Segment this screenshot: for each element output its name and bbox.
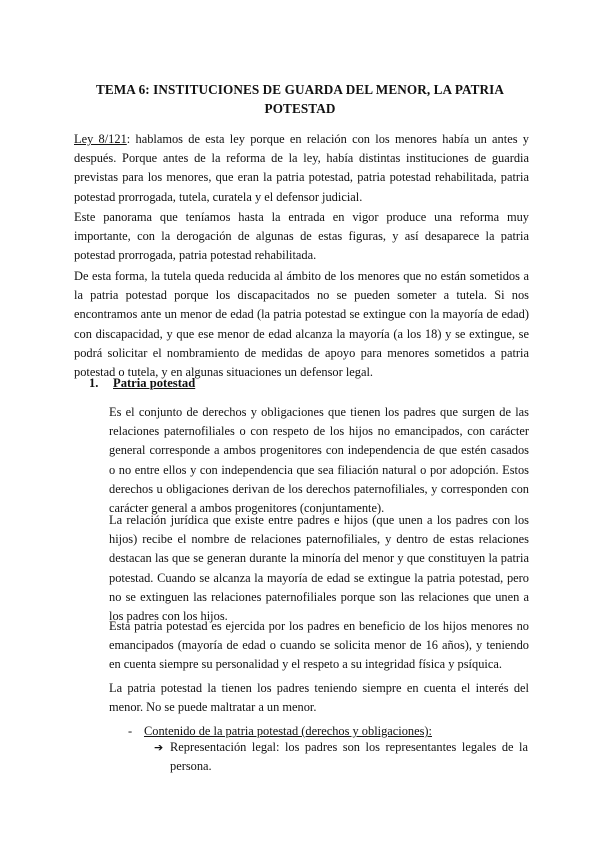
list-item-text: Representación legal: los padres son los representantes legales de la persona. xyxy=(170,740,528,773)
document-title: TEMA 6: INSTITUCIONES DE GUARDA DEL MENOR, LA PATRIA POTESTAD xyxy=(95,82,505,116)
intro-paragraph xyxy=(74,130,529,207)
section-1-title: Patria potestad xyxy=(113,376,196,390)
list-item xyxy=(154,738,528,776)
section-1-paragraph-3: Esta patria potestad es ejercida por los padres en beneficio de los hijos menores no emancipados (mayoría de edad o cuando se solicita menor de 16 años), y teniendo en cuenta siempre su personalidad y el respeto a su integridad física y psíquica. xyxy=(109,619,529,672)
section-1-paragraph-4: La patria potestad la tienen los padres teniendo siempre en cuenta el interés del menor. No se puede maltratar a un menor. xyxy=(109,681,529,715)
section-1-paragraph-1: Es el conjunto de derechos y obligaciones que tienen los padres que surgen de las relaciones paternofiliales o con respeto de los hijos no emancipados, con carácter general corresponde a ambos progenitores con independencia de que estén casados o no entre ellos y con independencia que sea filiación natural o por adopción. Estos derechos u obligaciones derivan de los derechos paternofiliales, y corresponden con carácter general a ambos progenitores (conjuntamente). xyxy=(109,405,529,516)
arrow-right-icon: ➔ xyxy=(154,741,164,754)
intro-text: : hablamos de esta ley porque en relación con los menores había un antes y después. Porque antes de la reforma de la ley, había distintas instituciones de guardia previstas para los menores, que eran la patria potestad, patria potestad rehabilitada, patria potestad prorrogada, tutela, curatela y el defensor judicial. xyxy=(74,132,529,204)
paragraph-2: Este panorama que teníamos hasta la entrada en vigor produce una reforma muy importante, con la derogación de algunas de estas figuras, y así desaparece la patria potestad prorrogada, patria potestad rehabilitada. xyxy=(74,210,529,263)
section-1-heading xyxy=(89,374,195,393)
law-reference: Ley 8/121 xyxy=(74,132,127,146)
dash-bullet: - xyxy=(128,724,133,738)
paragraph-3: De esta forma, la tutela queda reducida al ámbito de los menores que no están sometidos a la patria potestad porque los discapacitados no se pueden someter a tutela. Si nos encontramos ante un menor de edad (la patria potestad se extingue con la mayoría de edad) con discapacidad, y que ese menor de edad alcanza la mayoría (a los 18) y se extingue, se podrá solicitar el nombramiento de medidas de apoyo para menores sometidos a patria potestad o tutela, y en algunas situaciones un defensor legal. xyxy=(74,269,529,380)
section-1-paragraph-2: La relación jurídica que existe entre padres e hijos (que unen a los padres con los hijos) recibe el nombre de relaciones paternofiliales, y dentro de estas relaciones destacan las que se generan durante la minoría del menor y que constituyen la patria potestad. Cuando se alcanza la mayoría de edad se extingue la patria potestad, pero no se extinguen las relaciones paternofiliales porque son las relaciones que unen a los padres con los hijos. xyxy=(109,513,529,624)
subsection-title: Contenido de la patria potestad (derechos y obligaciones): xyxy=(144,724,432,738)
section-1-number: 1. xyxy=(89,376,99,390)
